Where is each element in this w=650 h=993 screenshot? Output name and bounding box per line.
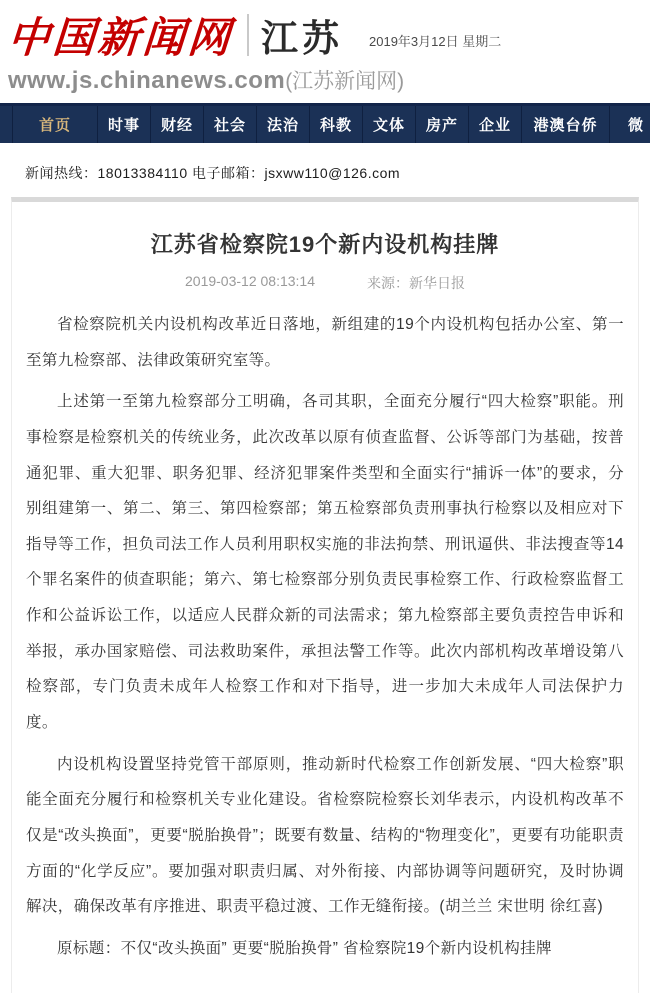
publish-time: 2019-03-12 08:13:14	[185, 273, 315, 289]
brand-divider	[247, 14, 249, 56]
news-hotline: 新闻热线：18013384110 电子邮箱：jsxww110@126.com	[25, 165, 401, 181]
nav-item-hk-macao-taiwan[interactable]: 港澳台侨	[521, 106, 609, 143]
site-header	[0, 0, 650, 95]
nav-item-current-affairs[interactable]: 时事	[97, 106, 150, 143]
nav-item-science-education[interactable]: 科教	[309, 106, 362, 143]
article-container	[11, 197, 639, 993]
header-date: 2019年3月12日 星期二	[369, 33, 502, 49]
article-paragraph-original-title: 原标题：不仅“改头换面” 更要“脱胎换骨” 省检察院19个新内设机构挂牌	[57, 939, 552, 957]
article-paragraph: 内设机构设置坚持党管干部原则，推动新时代检察工作创新发展、“四大检察”职能全面充分履行和检察机关专业化建设。省检察院检察长刘华表示，内设机构改革不仅是“改头换面”，更要“脱胎换骨”；既要有数量、结构的“物理变化”，更要有功能职责方面的“化学反应”。要加强对职责归属、对外衔接、内部协调等问题研究，及时协调解决，确保改革有序推进、职责平稳过渡、工作无缝衔接。(胡兰兰 宋世明 徐红喜)	[26, 755, 624, 916]
nav-item-society[interactable]: 社会	[203, 106, 256, 143]
nav-item-law[interactable]: 法治	[256, 106, 309, 143]
article-body	[26, 307, 624, 967]
site-logo[interactable]: 中国新闻网	[6, 13, 235, 62]
site-url-row	[8, 65, 642, 95]
nav-item-real-estate[interactable]: 房产	[415, 106, 468, 143]
nav-item-enterprise[interactable]: 企业	[468, 106, 521, 143]
article-title: 江苏省检察院19个新内设机构挂牌	[150, 232, 500, 257]
region-title: 江苏	[261, 18, 344, 59]
site-url: www.js.chinanews.com	[8, 67, 286, 94]
nav-item-home[interactable]: 首页	[12, 106, 97, 143]
article-meta	[26, 273, 624, 293]
main-nav	[0, 103, 650, 143]
nav-item-culture-sports[interactable]: 文体	[362, 106, 415, 143]
article-source: 来源：新华日报	[367, 275, 465, 291]
brand-row	[8, 8, 642, 62]
nav-item-finance[interactable]: 财经	[150, 106, 203, 143]
site-url-suffix: (江苏新闻网)	[285, 70, 405, 93]
article-paragraph: 上述第一至第九检察部分工明确，各司其职，全面充分履行“四大检察”职能。刑事检察是检察机关的传统业务，此次改革以原有侦查监督、公诉等部门为基础，按普通犯罪、重大犯罪、职务犯罪、经济犯罪案件类型和全面实行“捕诉一体”的要求，分别组建第一、第二、第三、第四检察部；第五检察部负责刑事执行检察以及相应对下指导等工作，担负司法工作人员利用职权实施的非法拘禁、刑讯逼供、非法搜查等14个罪名案件的侦查职能；第六、第七检察部分别负责民事检察工作、行政检察监督工作和公益诉讼工作，以适应人民群众新的司法需求；第九检察部主要负责控告申诉和举报，承办国家赔偿、司法救助案件，承担法警工作等。此次内部机构改革增设第八检察部，专门负责未成年人检察工作和对下指导，进一步加大未成年人司法保护力度。	[26, 393, 624, 732]
article-paragraph: 省检察院机关内设机构改革近日落地，新组建的19个内设机构包括办公室、第一至第九检察部、法律政策研究室等。	[26, 316, 624, 369]
nav-item-partial[interactable]: 微	[609, 106, 650, 143]
